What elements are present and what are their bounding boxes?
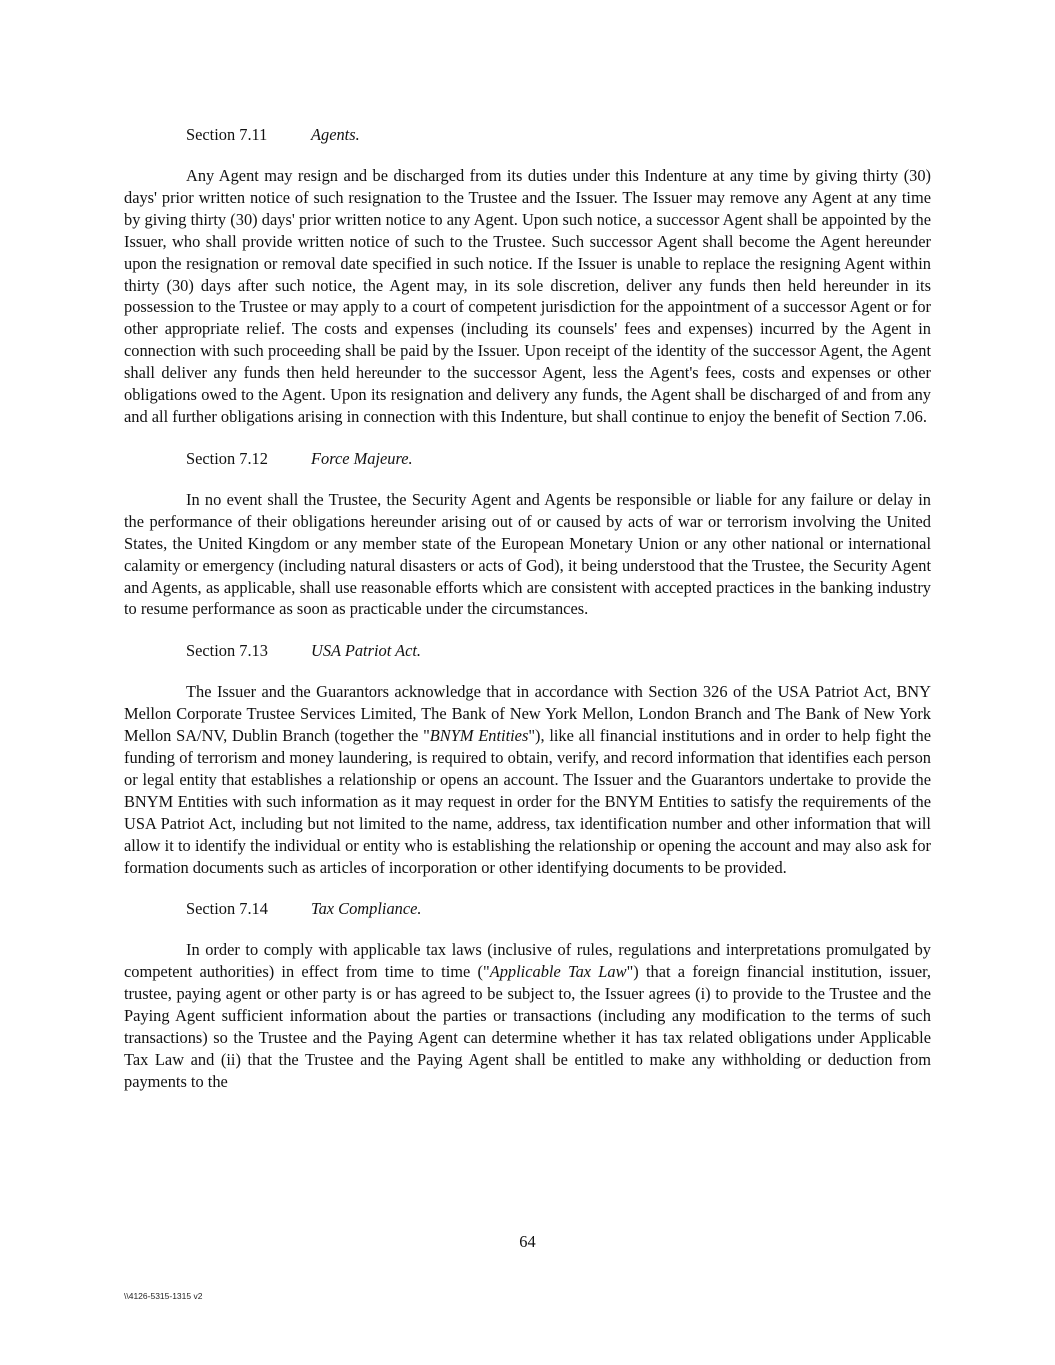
section-number: Section 7.13	[186, 641, 268, 661]
paragraph-text: In order to comply with applicable tax laws (inclusive of rules, regulations and interpretations promulgated by competent authorities) in effect from time to time ("	[124, 940, 931, 982]
section-paragraph-7-13	[124, 681, 931, 878]
section-title: Tax Compliance.	[311, 899, 422, 919]
section-number: Section 7.11	[186, 125, 268, 144]
paragraph-text: The Issuer and the Guarantors acknowledge that in accordance with Section 326 of the USA Patriot Act, BNY Mellon Corporate Trustee Services Limited, The Bank of New York Mellon, London Branch and The Bank of New York Mellon SA/NV, Dublin Branch (together the "	[124, 682, 931, 746]
section-heading-7-14	[124, 898, 931, 920]
section-heading-7-12	[124, 448, 931, 470]
section-title: USA Patriot Act.	[311, 641, 422, 661]
section-heading-7-11	[124, 124, 931, 146]
section-number: Section 7.12	[186, 448, 268, 468]
section-paragraph-7-12: In no event shall the Trustee, the Security Agent and Agents be responsible or liable for any failure or delay in the performance of their obligations hereunder arising out of or caused by acts of war or terrorism involving the United States, the United Kingdom or any member state of the European Monetary Union or any other national or international calamity or emergency (including natural disasters or acts of God), it being understood that the Trustee, the Security Agent and Agents, as applicable, shall use reasonable efforts which are consistent with accepted practices in the banking industry to resume performance as soon as practicable under the circumstances.	[124, 489, 931, 619]
section-paragraph-7-11: Any Agent may resign and be discharged from its duties under this Indenture at any time by giving thirty (30) days' prior written notice of such resignation to the Trustee and the Issuer. The Issuer may remove any Agent at any time by giving thirty (30) days' prior written notice to any Agent. Upon such notice, a successor Agent shall be appointed by the Issuer, who shall provide written notice of such to the Trustee. Such successor Agent shall become the Agent hereunder upon the resignation or removal date specified in such notice. If the Issuer is unable to replace the resigning Agent within thirty (30) days after such notice, the Agent may, in its sole discretion, deliver any funds then held hereunder in its possession to the Trustee or may apply to a court of competent jurisdiction for the appointment of a successor Agent or for other appropriate relief. The costs and expenses (including its counsels' fees and expenses) incurred by the Agent in connection with such proceeding shall be paid by the Issuer. Upon receipt of the identity of the successor Agent, the Agent shall deliver any funds then held hereunder to the successor Agent, less the Agent's fees, costs and expenses or other obligations owed to the Agent. Upon its resignation and delivery any funds, the Agent shall be discharged of and from any and all further obligations arising in connection with this Indenture, but shall continue to enjoy the benefit of Section 7.06.	[124, 166, 931, 426]
paragraph-text: ") that a foreign financial institution, issuer, trustee, paying agent or other party is or has agreed to be subject to, the Issuer agrees (i) to provide to the Trustee and the Paying Agent sufficient information about the parties or transactions (including any modification to the terms of such transactions) so the Trustee and the Paying Agent can determine whether it has tax related obligations under Applicable Tax Law and (ii) that the Trustee and the Paying Agent shall be entitled to make any withholding or deduction from payments to the	[124, 962, 932, 1091]
document-id: \\4126-5315-1315 v2	[124, 1291, 203, 1301]
section-title: Force Majeure.	[311, 448, 413, 468]
paragraph-text: "), like all financial institutions and in order to help fight the funding of terrorism and money laundering, is required to obtain, verify, and record information that identifies each person or legal entity that establishes a relationship or opens an account. The Issuer and the Guarantors undertake to provide the BNYM Entities with such information as it may request in order for the BNYM Entities to satisfy the requirements of the USA Patriot Act, including but not limited to the name, address, tax identification number and other information that will allow it to identify the individual or entity who is establishing the relationship or opening the account and may also ask for formation documents such as articles of incorporation or other identifying documents to be provided.	[124, 726, 931, 877]
page-number: 64	[519, 1232, 536, 1251]
section-heading-7-13	[124, 640, 931, 662]
section-number: Section 7.14	[186, 899, 268, 919]
section-paragraph-7-14	[124, 939, 931, 1092]
document-body	[124, 124, 931, 1113]
section-title: Agents.	[311, 125, 360, 144]
defined-term: Applicable Tax Law	[489, 962, 627, 982]
defined-term: BNYM Entities	[429, 726, 529, 746]
